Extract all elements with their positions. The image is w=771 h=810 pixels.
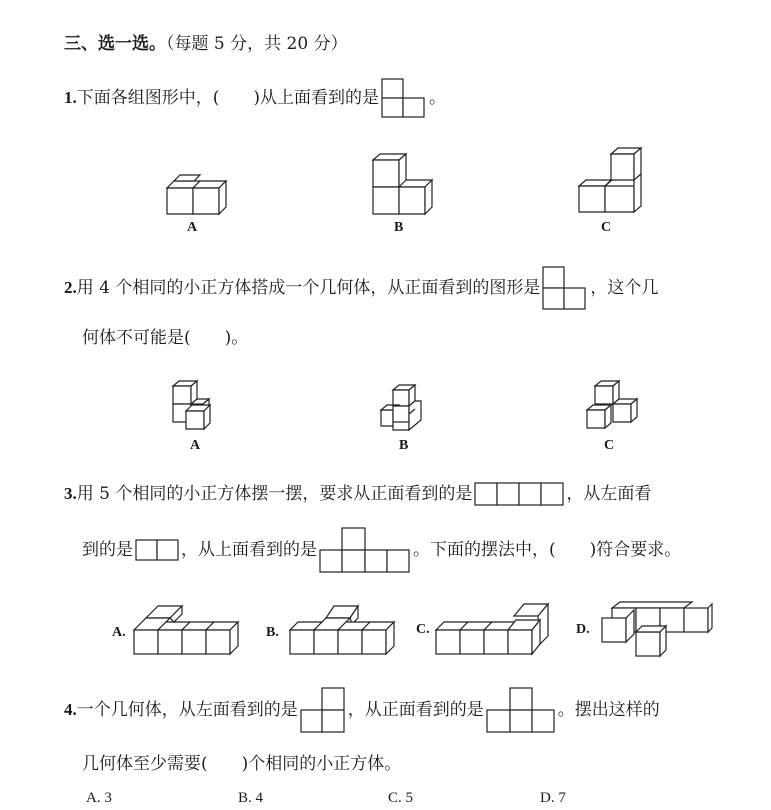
question-3	[64, 480, 651, 508]
question-text: 用 5 个相同的小正方体摆一摆，要求从正面看到的是	[76, 484, 473, 504]
q1-option-b-figure[interactable]	[370, 152, 436, 218]
question-2-line2: 何体不可能是( )。	[82, 328, 249, 348]
section-title: 三、选一选。	[64, 34, 166, 54]
q2-option-b-figure[interactable]	[377, 382, 435, 436]
q2-option-a-label: A	[190, 438, 201, 453]
question-text-mid: ，从正面看到的是	[347, 700, 484, 720]
q1-option-a-figure[interactable]	[164, 172, 230, 218]
top-view-figure	[381, 78, 427, 118]
front-view-figure	[486, 687, 556, 733]
q3-text-top: ，从上面看到的是	[181, 540, 317, 560]
question-text-end: ，从左面看	[566, 484, 652, 504]
q4-choice-a[interactable]: A. 3	[86, 790, 112, 806]
q3-option-d-figure[interactable]	[600, 600, 716, 660]
q1-option-a-label: A	[187, 220, 198, 235]
left-view-figure	[300, 687, 346, 733]
question-4	[64, 686, 660, 734]
question-3-line2	[82, 526, 681, 574]
q4-choice-b[interactable]: B. 4	[238, 790, 264, 806]
top-view-figure	[319, 527, 411, 573]
q2-option-c-figure[interactable]	[583, 378, 645, 436]
q3-option-d-label: D.	[576, 622, 590, 637]
question-2	[64, 266, 658, 310]
question-text-end: 。摆出这样的	[557, 700, 660, 720]
left-view-two-squares	[135, 539, 179, 561]
q3-option-b-label: B.	[266, 625, 279, 640]
question-number: 4.	[64, 700, 77, 719]
q2-option-a-figure[interactable]	[168, 378, 226, 436]
q3-text-left: 到的是	[82, 540, 133, 560]
question-1	[64, 80, 446, 116]
question-4-line2: 几何体至少需要( )个相同的小正方体。	[82, 754, 402, 774]
section-heading	[64, 34, 348, 54]
q3-option-b-figure[interactable]	[290, 602, 396, 658]
front-view-figure	[542, 266, 588, 310]
q3-option-c-figure[interactable]	[436, 600, 552, 658]
question-number: 2.	[64, 278, 77, 297]
question-number: 1.	[64, 88, 77, 107]
question-text: 用 4 个相同的小正方体搭成一个几何体，从正面看到的图形是	[76, 278, 541, 298]
front-view-four-squares	[474, 482, 564, 506]
question-text-end: 。	[429, 88, 447, 108]
section-note: （每题 5 分，共 20 分）	[166, 34, 348, 54]
question-text-end: ，这个几	[590, 278, 659, 298]
q3-option-c-label: C.	[416, 622, 430, 637]
q4-choice-d[interactable]: D. 7	[540, 790, 566, 806]
q3-text-end: 。下面的摆法中，( )符合要求。	[413, 540, 682, 560]
question-text: 一个几何体，从左面看到的是	[76, 700, 298, 720]
q3-option-a-figure[interactable]	[134, 602, 240, 658]
q2-option-c-label: C	[604, 438, 615, 453]
q2-option-b-label: B	[399, 438, 409, 453]
question-number: 3.	[64, 484, 77, 503]
question-text: 下面各组图形中，( )从上面看到的是	[76, 88, 380, 108]
q4-choice-c[interactable]: C. 5	[388, 790, 414, 806]
q1-option-c-label: C	[601, 220, 612, 235]
q3-option-a-label: A.	[112, 625, 126, 640]
q1-option-c-figure[interactable]	[576, 146, 646, 218]
q1-option-b-label: B	[394, 220, 404, 235]
